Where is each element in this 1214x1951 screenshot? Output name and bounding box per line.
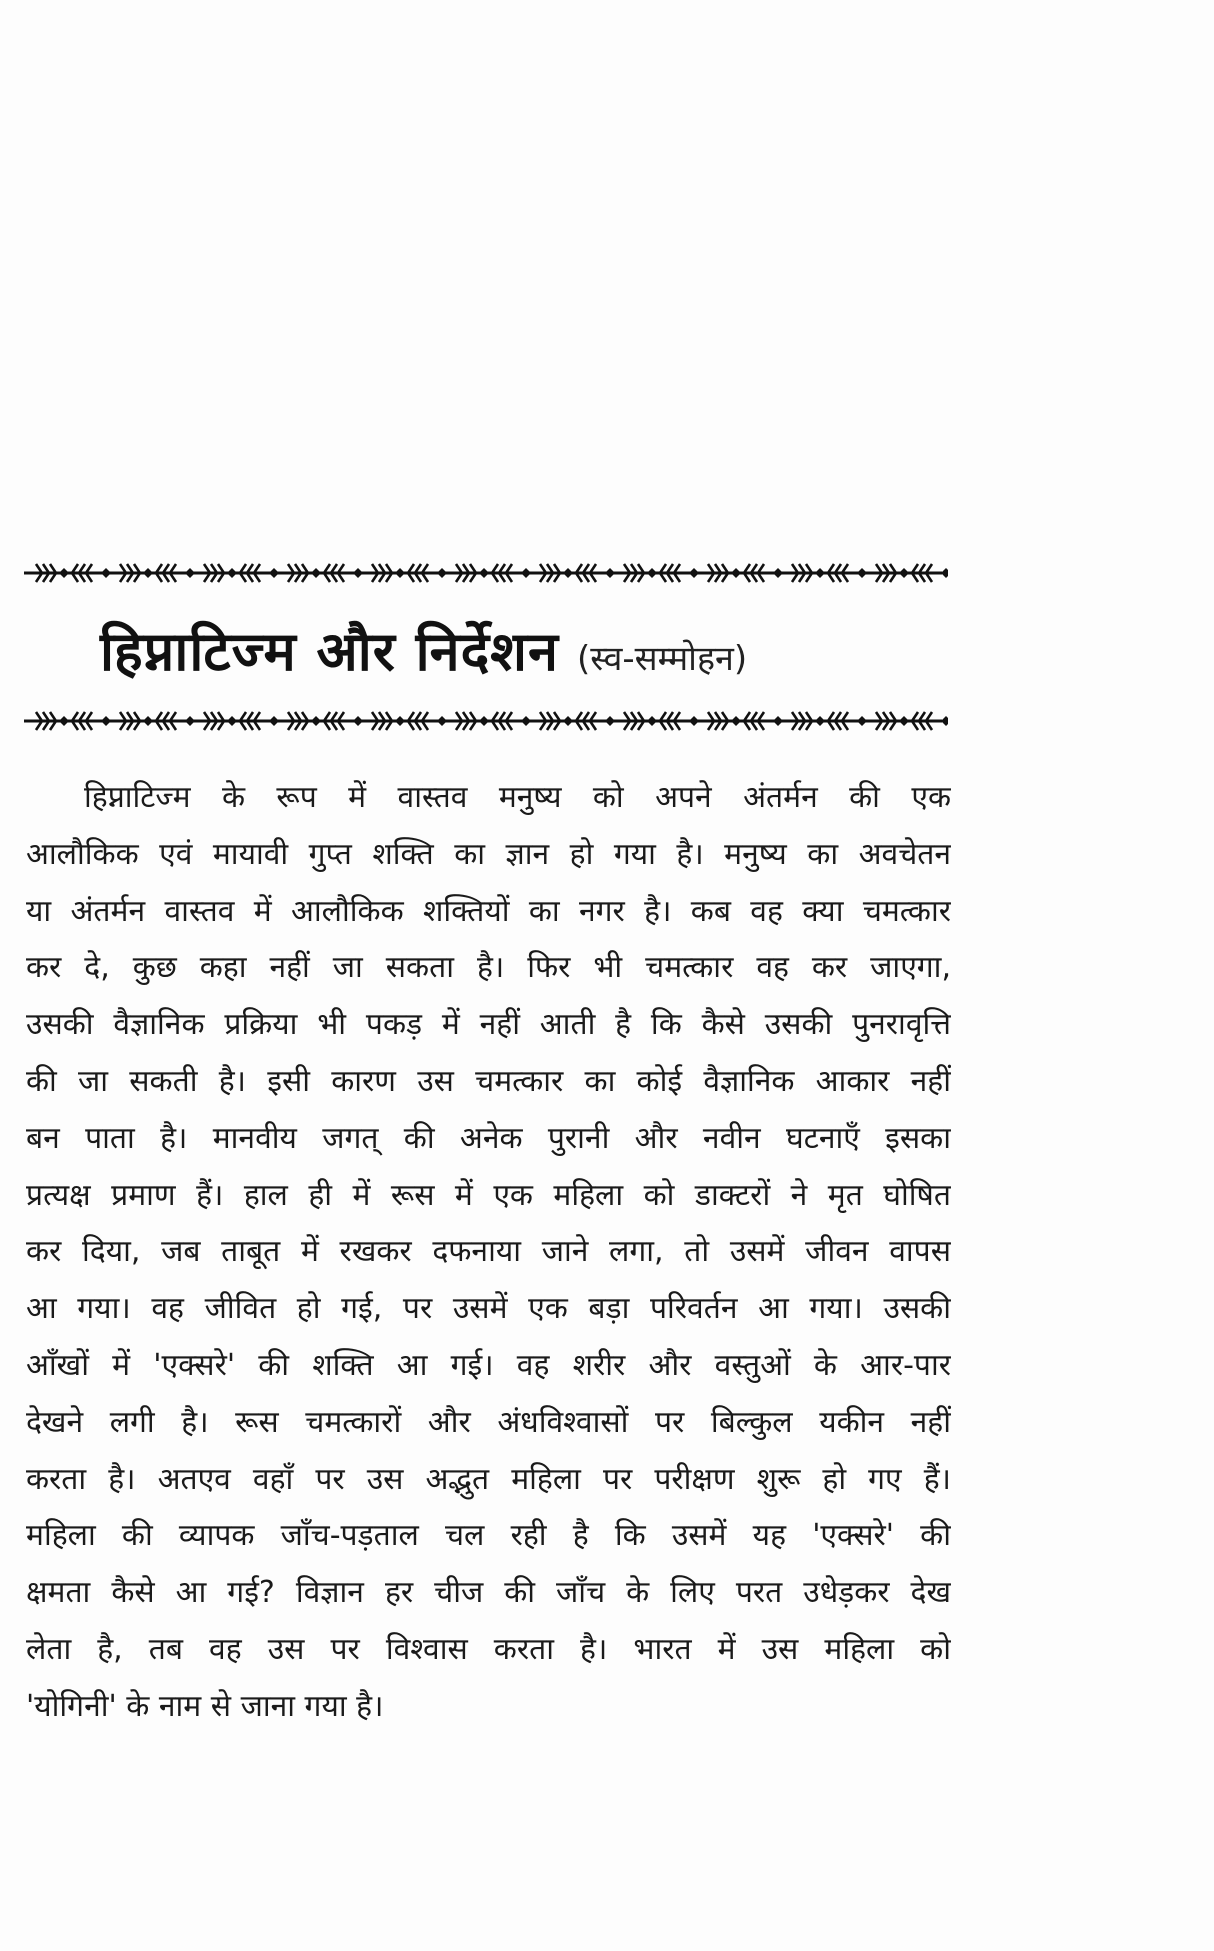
text-line: आँखों में 'एक्सरे' की शक्ति आ गई। वह शरीर और वस्तुओं के आर-पार — [26, 1347, 951, 1383]
text-line: हिप्नाटिज्म के रूप में वास्तव मनुष्य को अपने अंतर्मन की एक — [84, 780, 951, 815]
text-line: की जा सकती है। इसी कारण उस चमत्कार का कोई वैज्ञानिक आकार नहीं — [26, 1063, 951, 1099]
text-line: कर दे, कुछ कहा नहीं जा सकता है। फिर भी चमत्कार वह कर जाएगा, — [26, 950, 951, 986]
text-line: कर दिया, जब ताबूत में रखकर दफनाया जाने लगा, तो उसमें जीवन वापस — [26, 1234, 951, 1270]
bottom-ornamental-divider — [18, 704, 948, 738]
text-line: देखने लगी है। रूस चमत्कारों और अंधविश्वासों पर बिल्कुल यकीन नहीं — [26, 1404, 951, 1440]
text-line: लेता है, तब वह उस पर विश्वास करता है। भारत में उस महिला को — [26, 1631, 951, 1667]
ornamental-arrow-border-icon — [18, 556, 948, 590]
chapter-heading — [100, 606, 960, 686]
ornamental-arrow-border-icon — [18, 704, 948, 738]
text-line: या अंतर्मन वास्तव में आलौकिक शक्तियों का नगर है। कब वह क्या चमत्कार — [26, 893, 951, 929]
body-paragraph — [26, 770, 951, 1736]
text-line: बन पाता है। मानवीय जगत् की अनेक पुरानी और नवीन घटनाएँ इसका — [26, 1120, 951, 1156]
text-line: महिला की व्यापक जाँच-पड़ताल चल रही है कि उसमें यह 'एक्सरे' की — [26, 1518, 951, 1554]
text-line: उसकी वैज्ञानिक प्रक्रिया भी पकड़ में नहीं आती है कि कैसे उसकी पुनरावृत्ति — [26, 1007, 951, 1043]
text-line: प्रत्यक्ष प्रमाण हैं। हाल ही में रूस में एक महिला को डाक्टरों ने मृत घोषित — [26, 1177, 951, 1213]
chapter-subtitle: (स्व-सम्मोहन) — [577, 639, 748, 679]
chapter-title: हिप्नाटिज्म और निर्देशन — [100, 620, 560, 683]
text-line: आलौकिक एवं मायावी गुप्त शक्ति का ज्ञान हो गया है। मनुष्य का अवचेतन — [26, 836, 951, 872]
text-line: आ गया। वह जीवित हो गई, पर उसमें एक बड़ा परिवर्तन आ गया। उसकी — [26, 1291, 951, 1327]
text-line: करता है। अतएव वहाँ पर उस अद्भुत महिला पर परीक्षण शुरू हो गए हैं। — [26, 1461, 951, 1497]
text-line: क्षमता कैसे आ गई? विज्ञान हर चीज की जाँच के लिए परत उधेड़कर देख — [26, 1575, 951, 1611]
top-ornamental-divider — [18, 556, 948, 590]
text-line: 'योगिनी' के नाम से जाना गया है। — [26, 1688, 384, 1724]
